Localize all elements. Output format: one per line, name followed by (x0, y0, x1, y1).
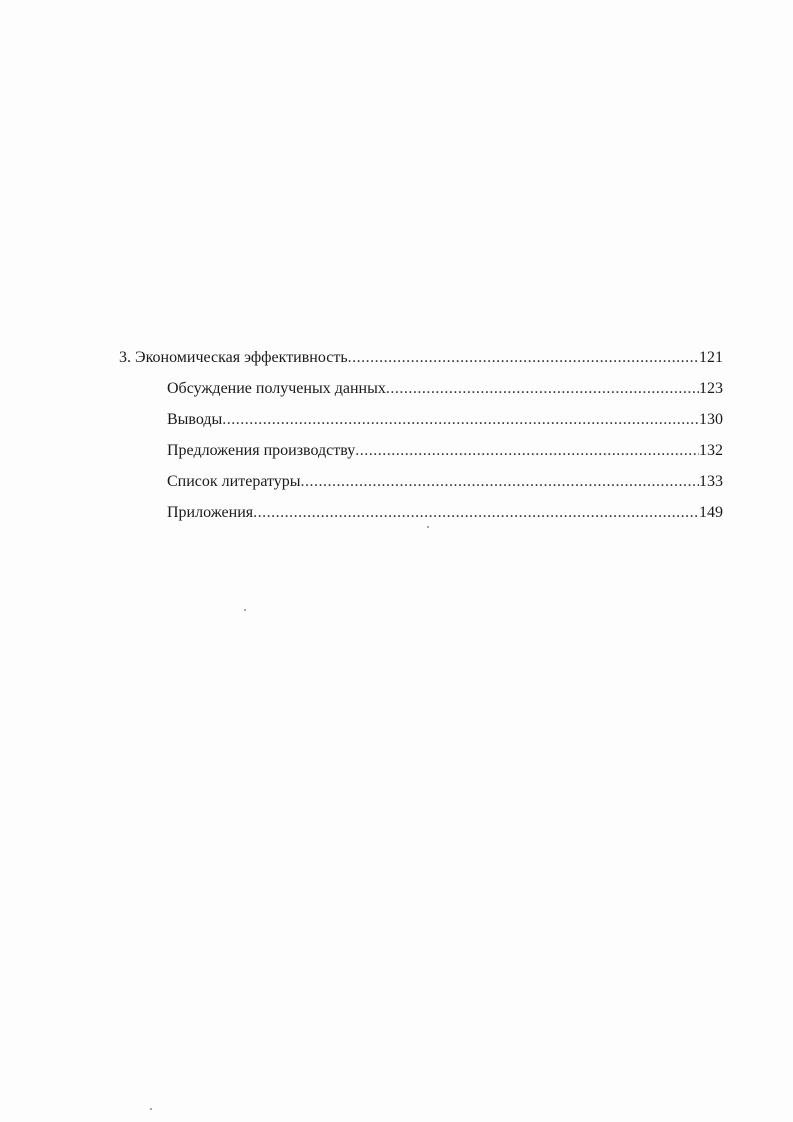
toc-entry-title: 3. Экономическая эффективность (119, 349, 348, 366)
toc-entry-page: 121 (699, 349, 723, 366)
toc-leader-dots (386, 379, 699, 399)
toc-entry-page: 133 (699, 473, 723, 490)
toc-entry-discussion (167, 379, 723, 399)
toc-entry-proposals (167, 441, 723, 461)
toc-entry-title: Список литературы (167, 473, 301, 490)
scan-speck (150, 1108, 152, 1110)
toc-entry-page: 123 (699, 380, 723, 397)
toc-entry-page: 130 (699, 411, 723, 428)
toc-leader-dots (301, 472, 699, 492)
toc-entry-title: Выводы (167, 411, 223, 428)
toc-entry-title: Приложения (167, 504, 254, 521)
toc-entry-title: Предложения производству (167, 442, 356, 459)
scan-speck (244, 609, 246, 611)
toc-entry-title: Обсуждение полученых данных (167, 380, 386, 397)
toc-entry-economic-efficiency (119, 348, 723, 368)
toc-entry-references (167, 472, 723, 492)
toc-entry-conclusions (167, 410, 723, 430)
toc-leader-dots (348, 348, 699, 368)
toc-leader-dots (355, 441, 699, 461)
toc-entry-page: 132 (699, 442, 723, 459)
toc-leader-dots (253, 503, 699, 523)
toc-entry-appendices (167, 503, 723, 523)
toc-entry-page: 149 (699, 504, 723, 521)
scan-speck (427, 526, 429, 528)
toc-leader-dots (222, 410, 699, 430)
